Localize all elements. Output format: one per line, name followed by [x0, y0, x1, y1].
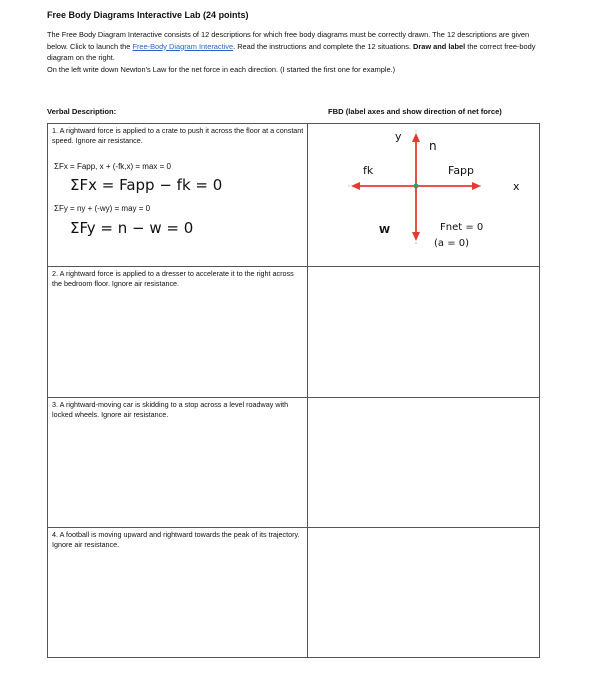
weight-label: W: [379, 225, 391, 236]
description-cell-4[interactable]: [48, 528, 308, 658]
friction-force-label: fk: [363, 164, 374, 177]
applied-force-label: Fapp: [448, 164, 475, 177]
fbd-cell-2[interactable]: [308, 267, 540, 398]
y-axis-label: y: [395, 130, 402, 143]
fbd-cell-3[interactable]: [308, 398, 540, 528]
instructions-text-3: the correct free-body diagram on the right.: [47, 41, 536, 63]
acceleration-label: (a = 0): [434, 238, 470, 249]
equation-y-handwritten: ΣFy = n − w = 0: [70, 219, 194, 237]
normal-force-label: n: [429, 139, 437, 153]
instructions-bold: Draw and label: [413, 41, 466, 51]
applied-force-arrowhead: [472, 182, 481, 190]
equation-x-handwritten: ΣFx = Fapp − fk = 0: [70, 176, 223, 194]
description-text: 2. A rightward force is applied to a dresser to accelerate it to the right across the bedroom floor. Ignore air resistance.: [52, 269, 294, 288]
fbd-cell-1[interactable]: [308, 124, 540, 267]
instructions-text-4: On the left write down Newton's Law for the net force in each direction. (I started the first one for example.): [47, 64, 396, 74]
fbd-cell-4[interactable]: [308, 528, 540, 658]
x-axis-label: x: [513, 180, 520, 193]
interactive-link[interactable]: Free-Body Diagram Interactive: [132, 41, 234, 51]
example-work: [48, 146, 307, 266]
object-point: [414, 184, 419, 189]
normal-force-arrowhead: [412, 133, 420, 142]
weight-arrowhead: [412, 232, 420, 241]
equation-x-typed: ΣFx = Fapp, x + (-fk,x) = max = 0: [54, 162, 171, 171]
instructions: [47, 29, 547, 75]
lab-title: Free Body Diagrams Interactive Lab (24 points): [47, 10, 249, 20]
description-cell-2[interactable]: [48, 267, 308, 398]
description-cell-1[interactable]: [48, 124, 308, 267]
description-cell-3[interactable]: [48, 398, 308, 528]
equation-y-typed: ΣFy = ny + (-wy) = may = 0: [54, 204, 151, 213]
description-text: 4. A football is moving upward and rightward towards the peak of its trajectory. Ignore air resistance.: [52, 530, 300, 549]
table-row: [48, 398, 540, 528]
verbal-description-header: Verbal Description:: [47, 107, 117, 116]
fbd-header: FBD (label axes and show direction of net force): [328, 107, 502, 116]
instructions-text-1: The Free Body Diagram Interactive consists of 12 descriptions for which free body diagrams must be correctly drawn. The 12 descriptions are given below. Click to launch the: [47, 30, 530, 51]
table-row: [48, 267, 540, 398]
instructions-text-2: . Read the instructions and complete the 12 situations.: [233, 41, 414, 51]
friction-arrowhead: [351, 182, 360, 190]
description-text: 3. A rightward-moving car is skidding to a stop across a level roadway with locked wheels. Ignore air resistance.: [52, 400, 289, 419]
net-force-label: Fnet = 0: [440, 222, 484, 233]
lab-table: [47, 123, 540, 658]
table-row: [48, 528, 540, 658]
table-row: [48, 124, 540, 267]
fbd-diagram: [308, 124, 540, 261]
description-text: 1. A rightward force is applied to a crate to push it across the floor at a constant speed. Ignore air resistance.: [52, 126, 304, 145]
